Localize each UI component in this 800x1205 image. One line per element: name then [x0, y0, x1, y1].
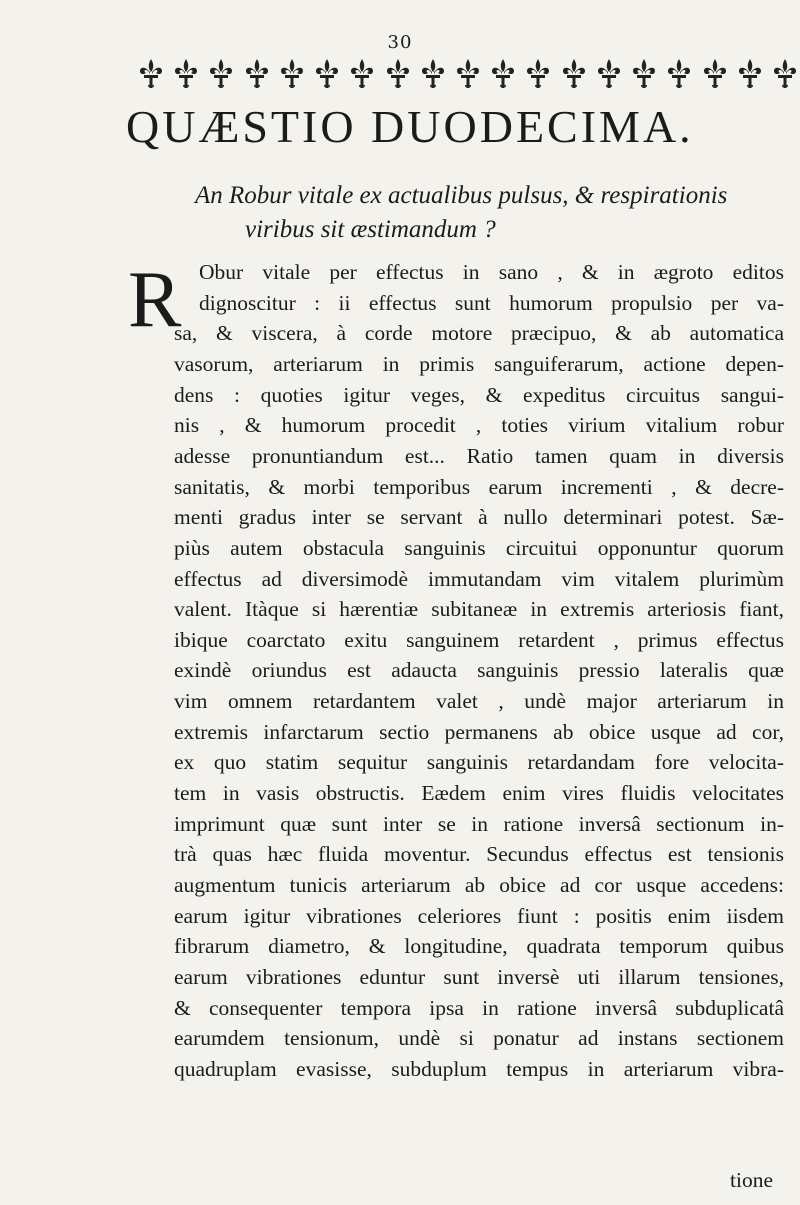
fleur-de-lis-icon — [314, 58, 340, 90]
text-line: fibrarum diametro, & longitudine, quadrata temporum quibus — [174, 934, 784, 959]
text-line: vasorum, arteriarum in primis sanguiferarum, actione depen- — [174, 351, 784, 376]
text-line: & consequenter tempora ipsa in ratione inversâ subduplicatâ — [174, 995, 784, 1020]
page-number: 30 — [387, 32, 413, 53]
fleur-de-lis-icon — [208, 58, 234, 90]
fleur-de-lis-icon — [349, 58, 375, 90]
text-line: Obur vitale per effectus in sano , & in ægroto editos — [199, 260, 784, 284]
text-line: trà quas hæc fluida moventur. Secundus effectus est tensionis — [174, 842, 784, 867]
text-line: augmentum tunicis arteriarum ab obice ad cor usque accedens: — [174, 873, 784, 897]
text-line: adesse pronuntiandum est... Ratio tamen quam in diversis — [174, 443, 784, 468]
text-line: imprimunt quæ sunt inter se in ratione inversâ sectionum in- — [174, 811, 784, 836]
fleur-de-lis-icon — [385, 58, 411, 90]
subtitle-line-1: An Robur vitale ex actualibus pulsus, & respirationis — [195, 182, 728, 209]
text-line: sanitatis, & morbi temporibus earum incrementi , & decre- — [174, 474, 784, 499]
fleur-de-lis-icon — [702, 58, 728, 90]
text-line: earum igitur vibrationes celeriores fiunt : positis enim iisdem — [174, 903, 784, 928]
fleur-de-lis-icon — [455, 58, 481, 90]
text-line: nis , & humorum procedit , toties virium vitalium robur — [174, 413, 784, 438]
text-line: extremis infarctarum sectio permanens ab obice usque ad cor, — [174, 719, 784, 744]
fleur-de-lis-icon — [490, 58, 516, 90]
text-line: ibique coarctato exitu sanguinem retardent , primus effectus — [174, 627, 784, 652]
fleur-de-lis-icon — [666, 58, 692, 90]
text-line: earumdem tensionum, undè si ponatur ad instans sectionem — [174, 1026, 784, 1051]
fleur-de-lis-icon — [631, 58, 657, 90]
fleur-de-lis-icon — [737, 58, 763, 90]
text-line: dignoscitur : ii effectus sunt humorum propulsio per va- — [199, 290, 784, 315]
text-line: quadruplam evasisse, subduplum tempus in arteriarum vibra- — [174, 1056, 784, 1081]
fleur-de-lis-icon — [596, 58, 622, 90]
fleur-de-lis-icon — [173, 58, 199, 90]
text-line: dens : quoties igitur veges, & expeditus circuitus sangui- — [174, 382, 784, 407]
text-line: valent. Itàque si hærentiæ subitaneæ in extremis arteriosis fiant, — [174, 597, 784, 622]
fleur-de-lis-icon — [138, 58, 164, 90]
fleur-de-lis-icon — [279, 58, 305, 90]
catchword: tione — [730, 1168, 773, 1192]
text-line: sa, & viscera, à corde motore præcipuo, & ab automatica — [174, 321, 784, 346]
fleur-de-lis-icon — [561, 58, 587, 90]
text-line: piùs autem obstacula sanguinis circuitui opponuntur quorum — [174, 535, 784, 560]
dropcap: R — [128, 256, 182, 344]
fleur-de-lis-icon — [244, 58, 270, 90]
text-line: tem in vasis obstructis. Eædem enim vires fluidis velocitates — [174, 781, 784, 806]
fleur-de-lis-icon — [772, 58, 798, 90]
text-line: ex quo statim sequitur sanguinis retardandam fore velocita- — [174, 750, 784, 775]
text-line: earum vibrationes eduntur sunt inversè uti illarum tensiones, — [174, 964, 784, 989]
subtitle-line-2: viribus sit æstimandum ? — [245, 216, 496, 243]
fleur-de-lis-icon — [525, 58, 551, 90]
text-line: effectus ad diversimodè immutandam vim vitalem plurimùm — [174, 566, 784, 591]
text-line: exindè oriundus est adaucta sanguinis pressio lateralis quæ — [174, 658, 784, 683]
text-line: menti gradus inter se servant à nullo determinari potest. Sæ- — [174, 505, 784, 530]
ornament-row — [138, 58, 798, 90]
text-line: vim omnem retardantem valet , undè major arteriarum in — [174, 689, 784, 714]
heading: QUÆSTIO DUODECIMA. — [126, 101, 694, 152]
fleur-de-lis-icon — [420, 58, 446, 90]
